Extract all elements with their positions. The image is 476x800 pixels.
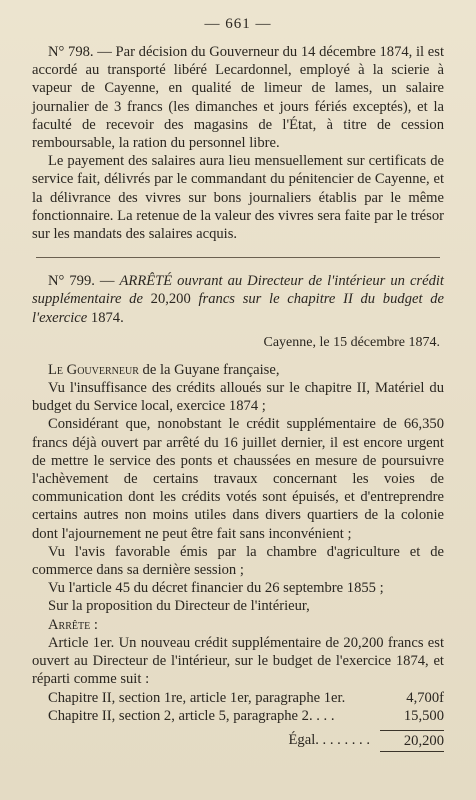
chapter-label: Chapitre II, section 1re, article 1er, paragraphe 1er. — [48, 689, 346, 706]
decision-798 — [32, 43, 444, 243]
chapter-amount: 4,700f — [406, 689, 444, 706]
credit-breakdown — [32, 689, 444, 752]
arrete-amount: 20,200 — [150, 291, 191, 308]
vu-insuffisance: Vu l'insuffisance des crédits alloués sur le chapitre II, Matériel du budget du Service local, exercice 1874 ; — [32, 380, 444, 415]
chapter-row — [32, 689, 444, 708]
chapter-label: Chapitre II, section 2, article 5, paragraphe 2. . . . — [48, 708, 335, 724]
dateline: Cayenne, le 15 décembre 1874. — [263, 334, 440, 350]
arrete-year: 1874. — [90, 309, 124, 326]
vu-avis: Vu l'avis favorable émis par la chambre d'agriculture et de commerce dans sa dernière session ; — [32, 543, 444, 579]
total-row — [32, 730, 444, 752]
arrete-799-heading — [32, 272, 444, 327]
gouverneur-rest: de la Guyane française, — [142, 361, 280, 378]
gouverneur-line — [32, 361, 444, 379]
total-label: Égal. . . . . . . . — [288, 731, 370, 748]
chapter-row — [32, 707, 444, 726]
arrete-799 — [32, 272, 444, 751]
section-divider — [36, 257, 440, 258]
decision-798-paragraph-1: N° 798. — Par décision du Gouverneur du 14 décembre 1874, il est accordé au transporté libéré Lecardonnel, employé à la scierie à vapeur de Cayenne, en qualité de limeur de lames, un salaire journalier de 3 francs (les dimanches et jours fériés exceptés), et la faculté de recevoir des magasins de l'État, à titre de cession remboursable, la ration du personnel libre. — [32, 44, 444, 152]
total-amount: 20,200 — [380, 730, 444, 752]
arrete-title: ARRÊTÉ ouvrant au Directeur de l'intérieur un crédit supplémentaire de — [32, 273, 444, 308]
page-number: — 661 — — [204, 16, 272, 32]
chapter-amount: 15,500 — [403, 708, 444, 724]
considerant: Considérant que, nonobstant le crédit supplémentaire de 66,350 francs déjà ouvert par arrêté du 16 juillet dernier, il est encore urgent de mettre le service des ponts et chaussées en mesure de poursuivre l'achèvement de certains travaux concernant les voies de communication dont les crédits votés sont épuisés, et d'entreprendre certains autres non moins utiles dans divers quartiers de la colonie dont l'ajournement ne peut être fait sans inconvénient ; — [32, 416, 444, 542]
arrete-number: N° 799. — — [48, 273, 115, 290]
vu-article: Vu l'article 45 du décret financier du 26 septembre 1855 ; — [48, 580, 384, 597]
decision-798-paragraph-2: Le payement des salaires aura lieu mensuellement sur certificats de service fait, délivrés par le commandant du pénitencier de Cayenne, et la délivrance des vivres sur bons journaliers établis par le même fonctionnaire. La retenue de la valeur des vivres sera faite par le trésor sur les mandats des salaires acquis. — [32, 153, 444, 243]
gouverneur-lead: Le Gouverneur — [48, 361, 139, 378]
article-1: Article 1er. Un nouveau crédit supplémentaire de 20,200 francs est ouvert au Directeur de l'intérieur, sur le budget de l'exercice 1874, et réparti comme suit : — [32, 634, 444, 688]
proposition: Sur la proposition du Directeur de l'intérieur, — [48, 598, 310, 615]
arrete-title-mid: francs sur le chapitre II du budget de l'exercice — [32, 291, 445, 326]
arrete-label: Arrête : — [48, 616, 98, 633]
